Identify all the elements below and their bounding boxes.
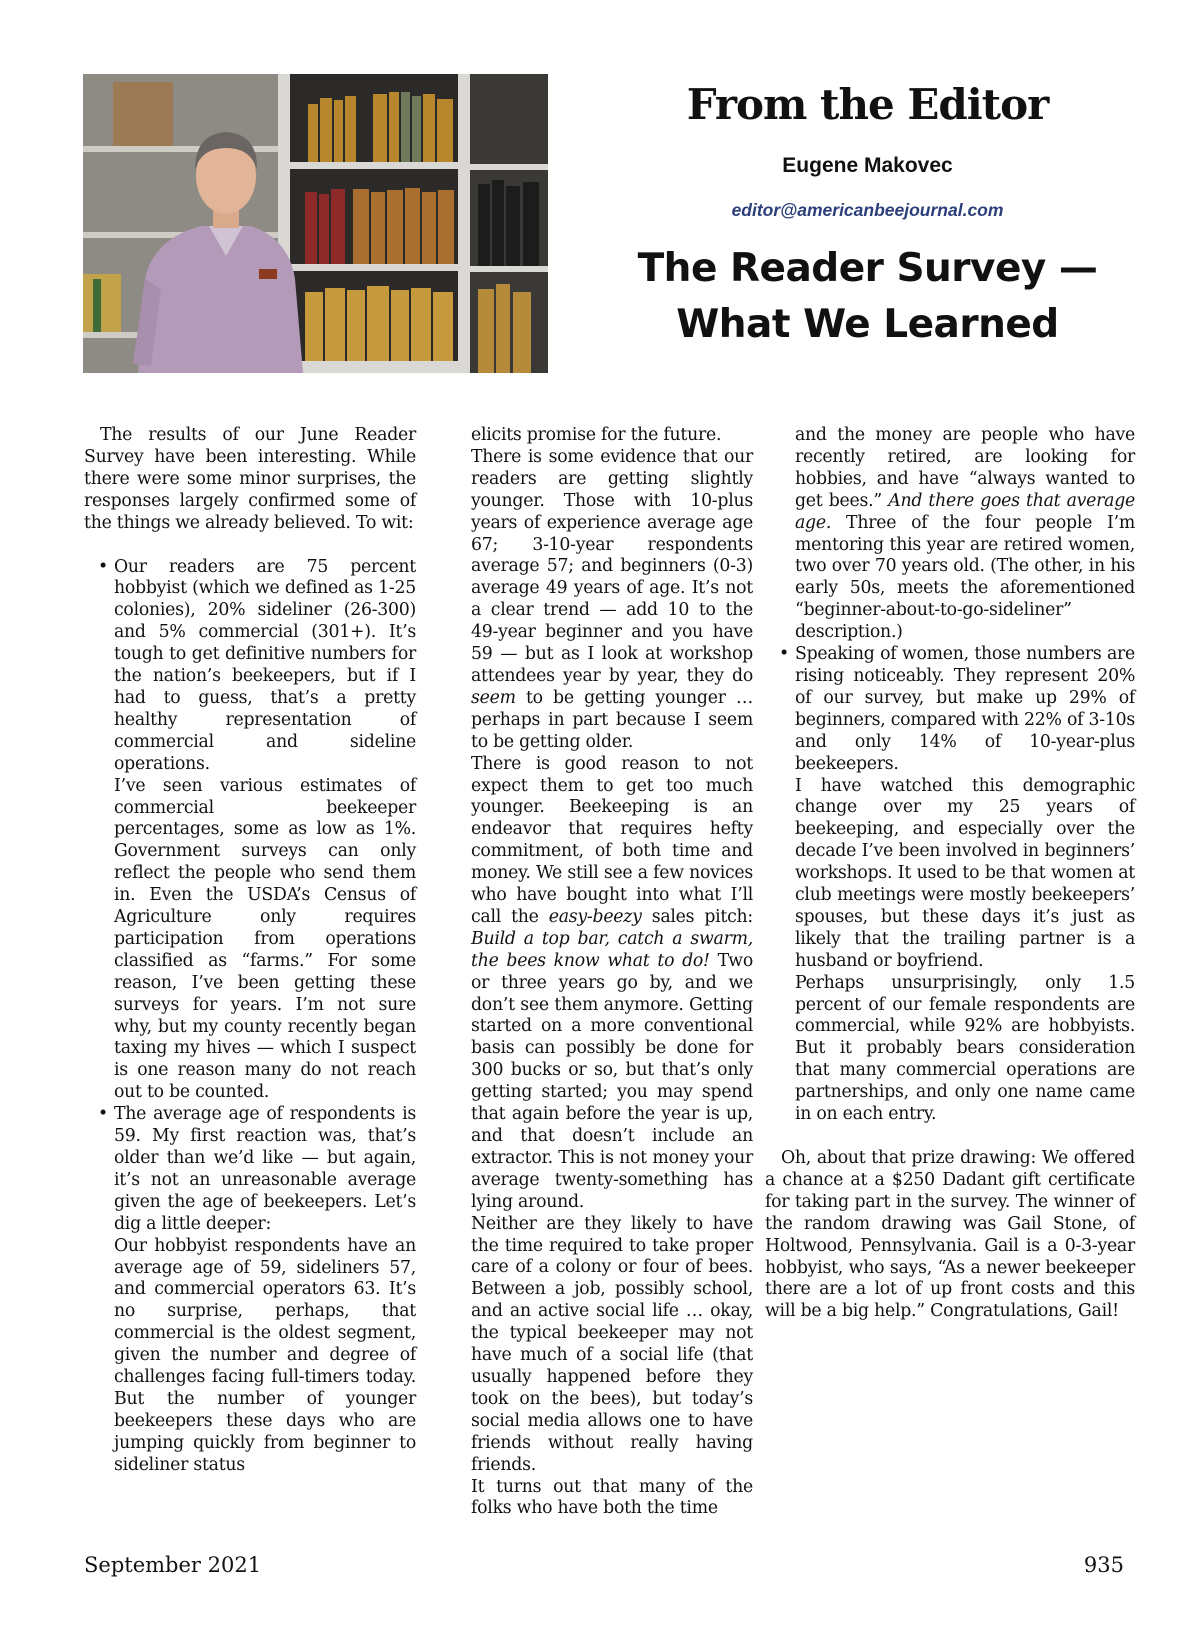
- article-column-3: [765, 425, 1135, 1323]
- emphasis-text: seem: [471, 687, 516, 708]
- paragraph-continued: elicits promise for the future.: [471, 425, 722, 445]
- headline-line-1: The Reader Survey —: [637, 246, 1098, 291]
- editor-photo: [83, 74, 548, 373]
- text-run: Two or three years go by, and we don’t see them anymore. Getting started on a more conventional basis can possibly be done for 300 bucks or so, but that’s only getting started; you may spend that again before the year is up, and that doesn’t include an extractor. This is not money your average twenty-something has lying around.: [471, 950, 753, 1212]
- bullet-average-age-continued: Our hobbyist respondents have an average age of 59, sideliners 57, and commercial operators 63. It’s no surprise, perhaps, that commercial is the oldest segment, given the number and degree of challenges facing full-timers today. But the number of younger beekeepers these days who are jumping quickly from beginner to sideliner status: [114, 1235, 416, 1475]
- article-column-1: [84, 425, 416, 1477]
- paragraph-retirees-continued: [795, 425, 1135, 644]
- paragraph-prize-drawing: Oh, about that prize drawing: We offered a chance at a $250 Dadant gift certificate for taking part in the survey. The winner of the random drawing was Gail Stone, of Holtwood, Pennsylvania. Gail is a 0-3-year hobbyist, who says, “As a newer beekeeper there are a lot of up front costs and this will be a big help.” Congratulations, Gail!: [765, 1148, 1135, 1322]
- text-run: There is some evidence that our readers are getting slightly younger. Those with 10-plus years of experience average age 67; 3-10-year respondents average 57; and beginners (0-3) average 49 years of age. It’s not a clear trend — add 10 to the 49-year beginner and you have 59 — but as I look at workshop attendees year by year, they do: [471, 446, 753, 686]
- emphasis-text: Build a top bar, catch a swarm, the bees know what to do!: [471, 928, 753, 971]
- paragraph-commitment: [471, 754, 753, 1214]
- article-headline: [590, 241, 1145, 353]
- article-column-2: [471, 425, 753, 1520]
- emphasis-text: easy-beezy: [548, 906, 642, 927]
- bullet-women-continued: I have watched this demographic change over my 25 years of beekeeping, and especially over the decade I’ve been involved in beginners’ workshops. It used to be that women at club meetings were mostly beekeepers’ spouses, but these days it’s just as likely that the trailing partner is a husband or boyfriend.: [795, 775, 1135, 971]
- paragraph-younger-readers: [471, 447, 753, 754]
- headline-line-2: What We Learned: [676, 302, 1059, 347]
- text-run: to be getting younger … perhaps in part because I seem to be getting older.: [471, 687, 753, 752]
- page-number: 935: [1083, 1553, 1124, 1577]
- text-run: and the money are people who have recently retired, are looking for hobbies, and have “always wanted to get bees.”: [795, 425, 1135, 511]
- editor-photo-illustration: [83, 74, 548, 373]
- bullet-average-age: • The average age of respondents is 59. My first reaction was, that’s older than we’d like — but again, it’s not an unreasonable average given the age of beekeepers. Let’s dig a little deeper:: [84, 1104, 416, 1235]
- bullet-hobbyist-share: • Our readers are 75 percent hobbyist (which we defined as 1-25 colonies), 20% sideliner (26-300) and 5% commercial (301+). It’s tough to get definitive numbers for the nation’s beekeepers, but if I had to guess, that’s a pretty healthy representation of commercial and sideline operations.: [84, 557, 416, 776]
- paragraph-retirees: It turns out that many of the folks who have both the time: [471, 1476, 753, 1519]
- intro-paragraph: The results of our June Reader Survey have been interesting. While there were some minor surprises, the responses largely confirmed some of the things we already believed. To wit:: [84, 425, 416, 533]
- text-run: sales pitch:: [641, 906, 753, 927]
- paragraph-time-required: Neither are they likely to have the time required to take proper care of a colony or four of bees. Between a job, possibly school, and an active social life … okay, the typical beekeeper may not have much of a social life (that usually happened before they took on the bees), but today’s social media allows one to have friends without really having friends.: [471, 1213, 753, 1475]
- section-title: From the Editor: [686, 80, 1049, 129]
- bullet-women-commercial: Perhaps unsurprisingly, only 1.5 percent of our female respondents are commercial, while 92% are hobbyists. But it probably bears consideration that many commercial operations are partnerships, and only one name came in on each entry.: [795, 972, 1135, 1125]
- author-email[interactable]: editor@americanbeejournal.com: [731, 200, 1004, 220]
- author-name: Eugene Makovec: [782, 154, 953, 177]
- masthead: [590, 80, 1145, 353]
- text-run: Three of the four people I’m mentoring this year are retired women, two over 70 years old. (The other, in his early 50s, meets the aforementioned “beginner-about-to-go-sideliner” description.): [795, 512, 1135, 643]
- text-run: There is good reason to not expect them to get too much younger. Beekeeping is an endeavor that requires hefty commitment, of both time and money. We still see a few novices who have bought into what I’ll call the: [471, 753, 753, 927]
- bullet-women: • Speaking of women, those numbers are rising noticeably. They represent 20% of our survey, but make up 29% of beginners, compared with 22% of 3-10s and only 14% of 10-year-plus beekeepers.: [765, 644, 1135, 775]
- bullet-hobbyist-share-continued: I’ve seen various estimates of commercial beekeeper percentages, some as low as 1%. Government surveys can only reflect the people who send them in. Even the USDA’s Census of Agriculture only requires participation from operations classified as “farms.” For some reason, I’ve been getting these surveys for years. I’m not sure why, but my county recently began taxing my hives — which I suspect is one reason many do not reach out to be counted.: [114, 775, 416, 1103]
- issue-date: September 2021: [84, 1553, 262, 1577]
- emphasis-text: And there goes that average age.: [795, 490, 1135, 533]
